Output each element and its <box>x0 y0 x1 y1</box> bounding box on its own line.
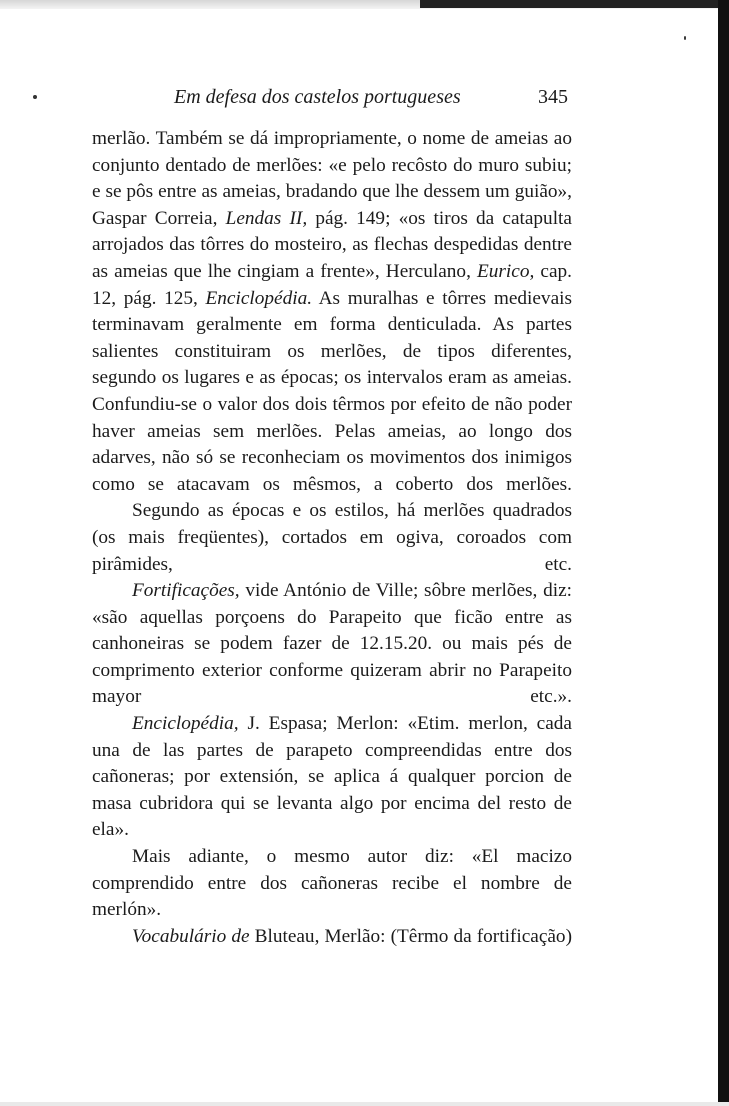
scan-speck <box>684 36 686 40</box>
scan-edge-top-dark <box>420 0 729 8</box>
book-page <box>92 86 572 950</box>
text-run: Mais adiante, o mesmo autor diz: «El macizo comprendido entre dos cañoneras recibe el nombre de merlón». <box>92 846 572 921</box>
running-title: Em defesa dos castelos portugueses <box>174 86 461 108</box>
text-run: J. Espasa; Merlon: «Etim. merlon, cada una de las partes de parapeto compreendidas entre dos cañoneras; por extensión, se aplica á qualquer porcion de masa cubridora qui se levanta algo por encima del resto de ela». <box>92 713 572 841</box>
italic-title: Enciclopédia. <box>205 287 313 309</box>
scan-speck <box>33 95 37 99</box>
italic-title: Enciclopédia, <box>132 713 239 735</box>
text-run: merlão. Também se dá impropriamente, o nome de ameias ao conjunto dentado de merlões: «e pelo recôsto do muro subiu; e se pôs entre as ameias, bradando que lhe dessem um guião», Gaspar Correia, <box>92 128 572 229</box>
italic-title: Eurico, <box>477 260 535 282</box>
paragraph <box>92 844 572 924</box>
text-run: Bluteau, Merlão: (Têrmo da fortificação) <box>249 925 572 947</box>
italic-title: Vocabulário de <box>132 925 250 947</box>
text-run: As muralhas e tôrres medievais terminavam geralmente em forma denticulada. As partes salientes constituiram os merlões, de tipos diferentes, segundo os lugares e as épocas; os intervalos eram as ameias. Confundiu-se o valor dos dois têrmos por efeito de não poder haver ameias sem merlões. Pelas ameias, ao longo dos adarves, não só se reconheciam os movimentos dos inimigos como se atacavam os mêsmos, a coberto dos merlões. <box>92 287 572 495</box>
paragraph <box>92 498 572 578</box>
text-run: pág. 149; «os tiros da catapulta arrojados das tôrres do mosteiro, as flechas despedidas dentre as ameias que lhe cingiam a frente», Herculano, <box>92 207 572 282</box>
paragraph <box>92 924 572 951</box>
body-text <box>92 126 572 950</box>
scan-edge-bottom <box>0 1102 729 1106</box>
italic-title: Lendas II, <box>225 207 308 229</box>
page-number: 345 <box>538 86 568 108</box>
paragraph <box>92 711 572 844</box>
paragraph <box>92 126 572 498</box>
text-run: cap. 12, pág. 125, <box>92 260 572 309</box>
text-run: vide António de Ville; sôbre merlões, diz: «são aquellas porçoens do Parapeito que ficão entre as canhoneiras se podem fazer de 12.15.20. ou mais pés de comprimento exterior conforme quizeram abrir no Parapeito mayor etc.». <box>92 580 572 708</box>
paragraph <box>92 578 572 711</box>
text-run: Segundo as épocas e os estilos, há merlões quadrados (os mais freqüentes), cortados em ogiva, coroados com pirâmides, etc. <box>92 500 572 575</box>
scan-edge-right <box>718 0 729 1106</box>
italic-title: Fortificações, <box>132 580 240 602</box>
page-header <box>92 86 572 116</box>
